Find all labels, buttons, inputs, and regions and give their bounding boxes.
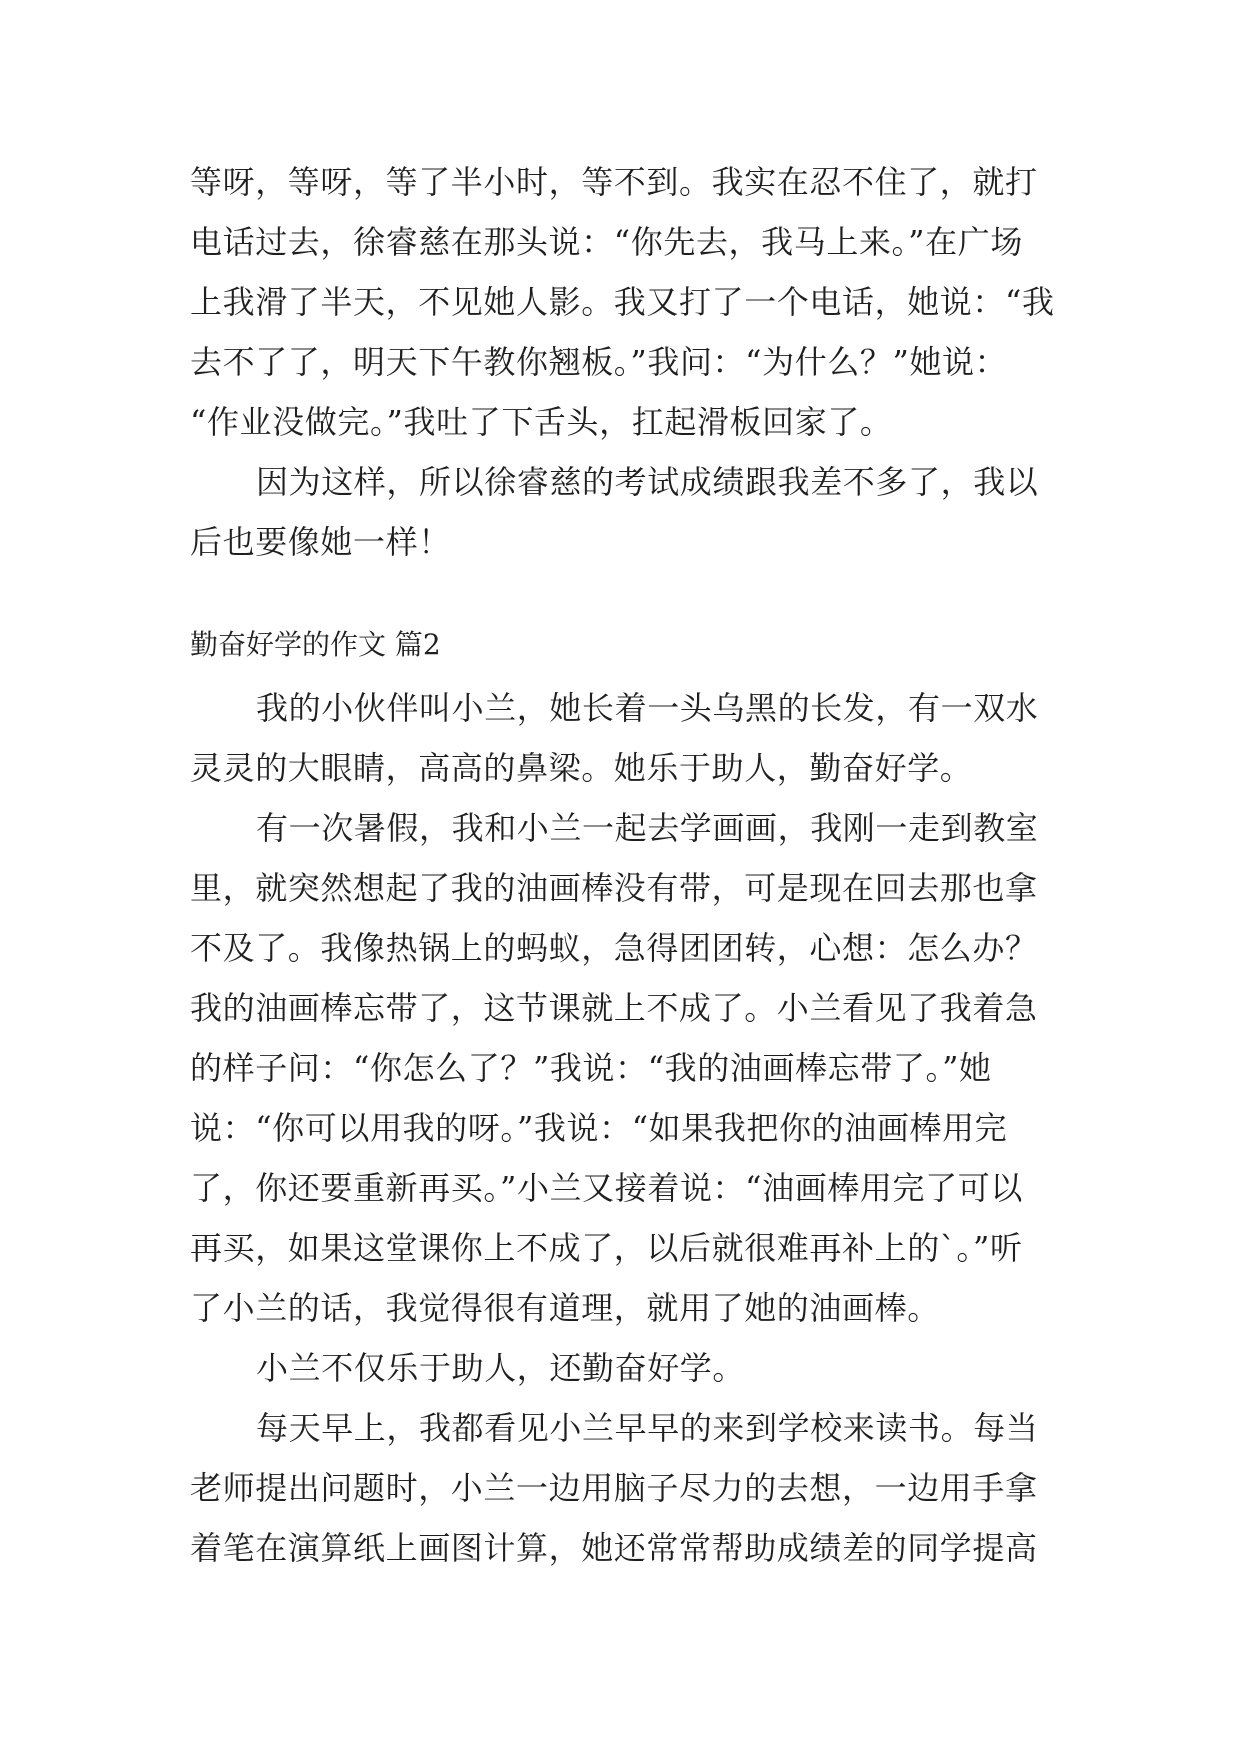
- text-line: 后也要像她一样！: [190, 523, 451, 561]
- text-line: 里，就突然想起了我的油画棒没有带，可是现在回去那也拿: [190, 869, 1038, 907]
- text-line: 等呀，等呀，等了半小时，等不到。我实在忍不住了，就打: [190, 163, 1038, 201]
- text-line: 因为这样，所以徐睿慈的考试成绩跟我差不多了，我以: [256, 463, 1039, 501]
- text-line: 着笔在演算纸上画图计算，她还常常帮助成绩差的同学提高: [190, 1529, 1038, 1567]
- text-line: 去不了了，明天下午教你翘板。”我问：“为什么？”她说：: [190, 343, 1008, 381]
- text-line: 了小兰的话，我觉得很有道理，就用了她的油画棒。: [190, 1289, 940, 1327]
- text-line: 再买，如果这堂课你上不成了，以后就很难再补上的`。”听: [190, 1229, 1023, 1267]
- text-line: 电话过去，徐睿慈在那头说：“你先去，我马上来。”在广场: [190, 223, 1023, 261]
- text-line: 我的小伙伴叫小兰，她长着一头乌黑的长发，有一双水: [256, 689, 1039, 727]
- text-line: 了，你还要重新再买。”小兰又接着说：“油画棒用完了可以: [190, 1169, 1023, 1207]
- text-line: 小兰不仅乐于助人，还勤奋好学。: [256, 1349, 746, 1387]
- text-line: 我的油画棒忘带了，这节课就上不成了。小兰看见了我着急: [190, 989, 1038, 1027]
- text-line: 的样子问：“你怎么了？”我说：“我的油画棒忘带了。”她: [190, 1049, 992, 1087]
- text-line: 每天早上，我都看见小兰早早的来到学校来读书。每当: [256, 1409, 1039, 1447]
- section-heading: 勤奋好学的作文 篇2: [190, 628, 441, 661]
- text-line: 老师提出问题时，小兰一边用脑子尽力的去想，一边用手拿: [190, 1469, 1038, 1507]
- text-line: 上我滑了半天，不见她人影。我又打了一个电话，她说：“我: [190, 283, 1055, 321]
- text-line: 不及了。我像热锅上的蚂蚁，急得团团转，心想：怎么办？: [190, 929, 1038, 967]
- text-line: “作业没做完。”我吐了下舌头，扛起滑板回家了。: [190, 403, 893, 441]
- text-line: 有一次暑假，我和小兰一起去学画画，我刚一走到教室: [256, 809, 1039, 847]
- text-line: 灵灵的大眼睛，高高的鼻梁。她乐于助人，勤奋好学。: [190, 749, 973, 787]
- text-line: 说：“你可以用我的呀。”我说：“如果我把你的油画棒用完: [190, 1109, 1008, 1147]
